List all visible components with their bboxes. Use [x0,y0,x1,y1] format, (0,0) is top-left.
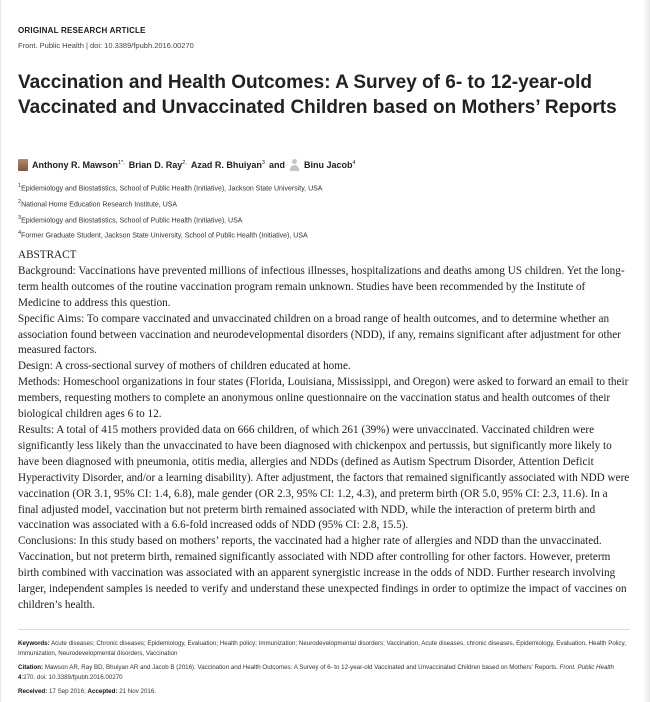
citation-journal: Front. Public Health [559,664,614,671]
abstract-methods: Methods: Homeschool organizations in four states (Florida, Louisiana, Mississippi, and Oregon) were asked to forward an email to their members, requesting mothers to complete an anonymous online questionnaire on the vaccination status and health outcomes of their biological children ages 6 to 12. [18,376,629,421]
affiliation-item: $^3$Epidemiology and Biostatistics, School of Public Health (Initiative), USA [18,214,243,224]
citation-volume: 4 [18,673,22,681]
article-title: Vaccination and Health Outcomes: A Survey of 6- to 12-year-old Vaccinated and Unvaccinated Children based on Mothers’ Reports [18,72,617,118]
author-name[interactable]: Binu Jacob$^4$ [303,160,356,170]
author-name[interactable]: Anthony R. Mawson$^{1*,}$ [32,160,125,170]
citation-row [18,663,630,682]
author-photo-icon [18,159,28,171]
author-name[interactable]: Azad R. Bhuiyan$^3$ [190,160,265,170]
page-edge-shadow [643,0,649,702]
citation-doi[interactable]: :270. doi: 10.3389/fpubh.2016.00270 [21,673,123,681]
author-name[interactable]: Brian D. Ray$^{2,}$ [128,160,187,170]
abstract-design: Design: A cross-sectional survey of mothers of children educated at home. [18,360,351,373]
citation-label: Citation: [18,664,44,671]
user-placeholder-icon [289,159,300,171]
accepted-date: 21 Nov 2016. [119,688,156,695]
abstract-background: Background: Vaccinations have prevented millions of infectious illnesses, hospitalizations and deaths among US children. Yet the long-term health outcomes of the routine vaccination program remain unknown. Studies have been recommended by the Institute of Medicine to address this question. [18,264,625,309]
keywords-text: Acute diseases; Chronic diseases; Epidemiology, Evaluation; Health policy; Immunization; Neurodevelopmental disorders; Vaccination, Acute diseases, chronic diseases, Epidemiology, Evaluation, Health Policy, Immunization, Neurodevelopmental disorders, Vaccination [18,640,626,657]
abstract-specific-aims: Specific Aims: To compare vaccinated and unvaccinated children on a broad range of health outcomes, and to determine whether an association found between vaccination and neurodevelopmental disorders (NDD), if any, remains significant after adjustment for other measured factors. [18,312,621,357]
abstract-heading: ABSTRACT [18,249,77,261]
received-label: Received: [18,688,48,695]
article-type-label: ORIGINAL RESEARCH ARTICLE [18,26,146,35]
affiliation-item: $^4$Former Graduate Student, Jackson State University, School of Public Health (Initiative), USA [18,230,308,240]
author-conjunction: and [268,160,285,170]
journal-doi-line[interactable]: Front. Public Health | doi: 10.3389/fpubh.2016.00270 [18,41,194,50]
abstract-conclusions: Conclusions: In this study based on mothers’ reports, the vaccinated had a higher rate of allergies and NDD than the unvaccinated. Vaccination, but not preterm birth, remained significantly associated with NDD after controlling for other factors. However, preterm birth combined with vaccination was associated with an apparent synergistic increase in the odds of NDD. Further research involving larger, independent samples is needed to verify and understand these unexpected findings in order to optimize the impact of vaccines on children’s health. [18,535,627,611]
article-footer [18,639,630,702]
affiliation-item: $^1$Epidemiology and Biostatistics, School of Public Health (Initiative), Jackson State University, USA [18,183,323,193]
affiliation-item: $^2$National Home Education Research Institute, USA [18,198,178,209]
keywords-row [18,639,630,658]
dates-row [18,687,630,697]
abstract-results: Results: A total of 415 mothers provided data on 666 children, of which 261 (39%) were unvaccinated. Vaccinated children were significantly less likely than the unvaccinated to have been diagnosed with chickenpox and pertussis, but significantly more likely to have been diagnosed with pneumonia, otitis media, allergies and NDDs (defined as Autism Spectrum Disorder, Attention Deficit Hyperactivity Disorder, and/or a learning disability). After adjustment, the factors that remained significantly associated with NDD were vaccination (OR 3.1, 95% CI: 1.4, 6.8), male gender (OR 2.3, 95% CI: 1.2, 4.3), and preterm birth (OR 5.0, 95% CI: 2.3, 11.6). In a final adjusted model, vaccination but not preterm birth remained associated with NDD, while the interaction of preterm birth and vaccination was associated with a 6.6-fold increased odds of NDD (95% CI: 2.8, 15.5). [18,423,630,532]
abstract-section [18,248,630,614]
keywords-label: Keywords: [18,640,50,647]
citation-text: Mawson AR, Ray BD, Bhuiyan AR and Jacob B (2016). Vaccination and Health Outcomes: A Survey of 6- to 12-year-old Vaccinated and Unvaccinated Children based on Mothers’ Reports. [44,664,558,671]
footer-divider [18,629,630,630]
author-list [18,159,618,171]
affiliation-list [18,180,618,243]
received-date: 17 Sep 2016; [48,688,86,695]
accepted-label: Accepted: [87,688,118,695]
